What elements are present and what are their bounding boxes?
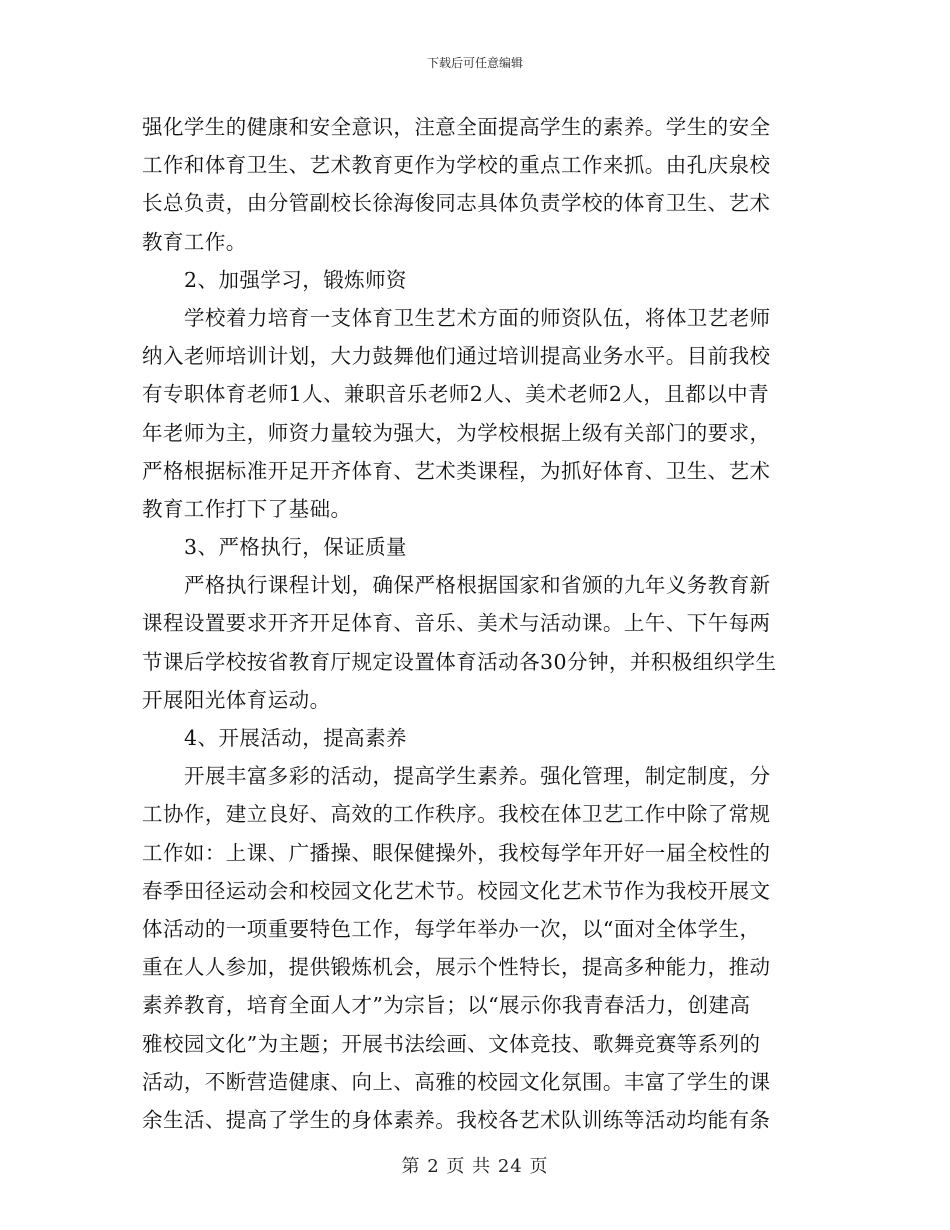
text-line: 有专职体育老师1人、兼职音乐老师2人、美术老师2人，且都以中青 bbox=[142, 382, 770, 407]
text-line: 学校着力培育一支体育卫生艺术方面的师资队伍，将体卫艺老师 bbox=[184, 305, 771, 330]
text-line: 开展丰富多彩的活动，提高学生素养。强化管理，制定制度，分 bbox=[184, 764, 771, 789]
text-line: 工作如：上课、广播操、眼保健操外，我校每学年开好一届全校性的 bbox=[142, 840, 771, 865]
text-line: 重在人人参加，提供锻炼机会，展示个性特长，提高多种能力，推动 bbox=[142, 955, 771, 980]
text-line: 素养教育，培育全面人才”为宗旨；以“展示你我青春活力，创建高 bbox=[142, 993, 751, 1018]
text-line: 年老师为主，师资力量较为强大，为学校根据上级有关部门的要求， bbox=[142, 420, 771, 445]
text-line: 活动，不断营造健康、向上、高雅的校园文化氛围。丰富了学生的课 bbox=[142, 1069, 771, 1094]
text-line: 强化学生的健康和安全意识，注意全面提高学生的素养。学生的安全 bbox=[142, 115, 771, 139]
text-line: 雅校园文化”为主题；开展书法绘画、文体竞技、歌舞竞赛等系列的 bbox=[142, 1031, 761, 1056]
text-line: 体活动的一项重要特色工作，每学年举办一次，以“面对全体学生， bbox=[142, 916, 761, 941]
text-line: 节课后学校按省教育厅规定设置体育活动各30分钟，并积极组织学生 bbox=[142, 649, 777, 674]
text-line: 2、加强学习，锻炼师资 bbox=[184, 267, 407, 292]
text-line: 工作和体育卫生、艺术教育更作为学校的重点工作来抓。由孔庆泉校 bbox=[142, 153, 771, 178]
text-line: 严格执行课程计划，确保严格根据国家和省颁的九年义务教育新 bbox=[184, 573, 771, 598]
text-line: 3、严格执行，保证质量 bbox=[184, 535, 407, 560]
text-line: 教育工作。 bbox=[142, 229, 247, 254]
page-header: 下载后可任意编辑 bbox=[426, 56, 523, 70]
text-line: 工协作，建立良好、高效的工作秩序。我校在体卫艺工作中除了常规 bbox=[142, 802, 771, 827]
page-footer bbox=[0, 1152, 950, 1178]
text-line: 余生活、提高了学生的身体素养。我校各艺术队训练等活动均能有条 bbox=[142, 1107, 771, 1132]
text-line: 课程设置要求开齐开足体育、音乐、美术与活动课。上午、下午每两 bbox=[142, 611, 771, 636]
page-number-text: 第 2 页 共 24 页 bbox=[401, 1156, 549, 1177]
text-line: 严格根据标准开足开齐体育、艺术类课程，为抓好体育、卫生、艺术 bbox=[142, 458, 771, 483]
text-line: 纳入老师培训计划，大力鼓舞他们通过培训提高业务水平。目前我校 bbox=[142, 344, 771, 369]
text-line: 春季田径运动会和校园文化艺术节。校园文化艺术节作为我校开展文 bbox=[142, 878, 771, 903]
text-line: 开展阳光体育运动。 bbox=[142, 687, 331, 712]
text-line: 教育工作打下了基础。 bbox=[142, 496, 352, 521]
text-line: 长总负责，由分管副校长徐海俊同志具体负责学校的体育卫生、艺术 bbox=[142, 191, 771, 216]
body-text bbox=[142, 108, 808, 1139]
text-line: 4、开展活动，提高素养 bbox=[184, 726, 407, 750]
